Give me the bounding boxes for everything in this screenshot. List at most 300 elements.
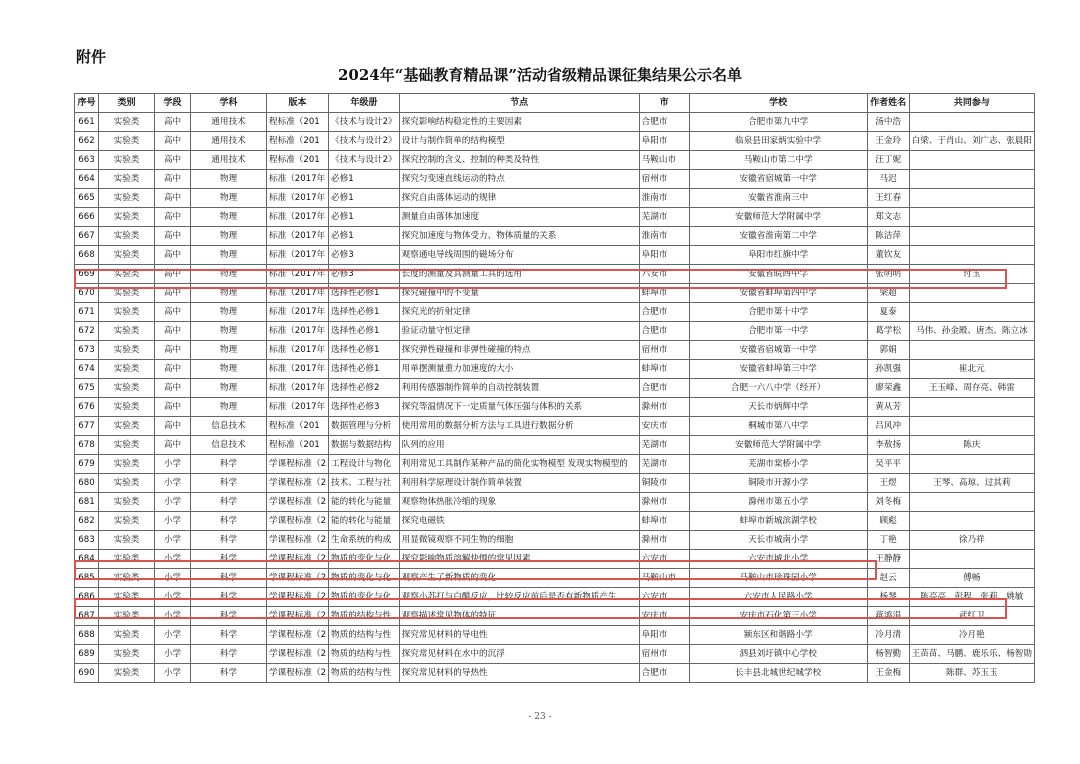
cell-topic: 探究电磁铁 [399,512,639,531]
cell-grade: 工程设计与物化 [329,455,400,474]
document-title: 2024年“基础教育精品课”活动省级精品课征集结果公示名单 [337,66,742,84]
cell-category: 实验类 [99,132,155,151]
cell-school: 滁州市第五小学 [689,493,867,512]
cell-topic: 观察产生了新物质的变化 [399,569,639,588]
cell-city: 铜陵市 [639,474,689,493]
table-row [75,417,1035,436]
cell-school: 天长市城南小学 [689,531,867,550]
cell-contributors: 白梁、于肖山、刘广志、张晨阳 [909,132,1034,151]
cell-city: 蚌埠市 [639,360,689,379]
cell-seq: 685 [75,569,99,588]
table-row [75,227,1035,246]
cell-stage: 小学 [155,550,191,569]
cell-category: 实验类 [99,170,155,189]
cell-subject: 物理 [191,246,267,265]
cell-category: 实验类 [99,151,155,170]
cell-grade: 物质的变化与化 [329,569,400,588]
cell-topic: 探究常见材料在水中的沉浮 [399,645,639,664]
cell-category: 实验类 [99,360,155,379]
cell-city: 滁州市 [639,398,689,417]
cell-subject: 科学 [191,569,267,588]
cell-grade: 必修3 [329,265,400,284]
cell-version: 学课程标准（2 [267,626,329,645]
cell-stage: 小学 [155,569,191,588]
cell-category: 实验类 [99,512,155,531]
table-row [75,607,1035,626]
header-school: 学校 [689,94,867,113]
cell-stage: 高中 [155,151,191,170]
cell-subject: 科学 [191,474,267,493]
cell-version: 标准（2017年 [267,246,329,265]
cell-contributors: 崔北元 [909,360,1034,379]
cell-version: 标准（2017年 [267,284,329,303]
cell-contributors: 武红卫 [909,607,1034,626]
cell-grade: 必修1 [329,227,400,246]
cell-author: 董钦友 [867,246,909,265]
cell-subject: 科学 [191,512,267,531]
cell-grade: 物质的变化与化 [329,550,400,569]
table-row [75,550,1035,569]
cell-author: 汤中浩 [867,113,909,132]
table-row [75,569,1035,588]
cell-school: 颍东区和谐路小学 [689,626,867,645]
cell-category: 实验类 [99,341,155,360]
cell-subject: 物理 [191,189,267,208]
cell-seq: 674 [75,360,99,379]
table-row [75,531,1035,550]
cell-subject: 物理 [191,265,267,284]
cell-grade: 选择性必修2 [329,379,400,398]
cell-city: 马鞍山市 [639,151,689,170]
header-stage: 学段 [155,94,191,113]
cell-stage: 小学 [155,626,191,645]
cell-stage: 高中 [155,113,191,132]
cell-topic: 队列的应用 [399,436,639,455]
cell-contributors [909,455,1034,474]
cell-grade: 必修1 [329,189,400,208]
cell-stage: 高中 [155,227,191,246]
cell-contributors [909,493,1034,512]
cell-category: 实验类 [99,550,155,569]
cell-grade: 《技术与设计2》 [329,151,400,170]
cell-stage: 高中 [155,189,191,208]
cell-city: 合肥市 [639,664,689,683]
cell-contributors: 徐乃祥 [909,531,1034,550]
cell-city: 六安市 [639,588,689,607]
cell-contributors [909,151,1034,170]
header-seq: 序号 [75,94,99,113]
table-row [75,170,1035,189]
cell-school: 马鞍山市珍珠园小学 [689,569,867,588]
cell-school: 六安市城北小学 [689,550,867,569]
cell-topic: 探究常见材料的导热性 [399,664,639,683]
cell-category: 实验类 [99,664,155,683]
cell-subject: 信息技术 [191,436,267,455]
cell-version: 学课程标准（2 [267,664,329,683]
cell-author: 王金梅 [867,664,909,683]
cell-city: 蚌埠市 [639,512,689,531]
table-row [75,113,1035,132]
cell-seq: 673 [75,341,99,360]
cell-stage: 高中 [155,398,191,417]
cell-topic: 利用科学原理设计制作简单装置 [399,474,639,493]
cell-seq: 668 [75,246,99,265]
cell-stage: 高中 [155,303,191,322]
cell-grade: 物质的结构与性 [329,607,400,626]
cell-stage: 高中 [155,341,191,360]
cell-topic: 观察描述常见物体的特征 [399,607,639,626]
cell-grade: 物质的变化与化 [329,588,400,607]
table-row [75,208,1035,227]
cell-city: 合肥市 [639,113,689,132]
cell-author: 廖荣鑫 [867,379,909,398]
cell-subject: 物理 [191,360,267,379]
cell-version: 标准（2017年 [267,208,329,227]
cell-city: 安庆市 [639,607,689,626]
table-row [75,341,1035,360]
cell-topic: 测量自由落体加速度 [399,208,639,227]
cell-school: 安徽省宿城第一中学 [689,170,867,189]
page-number: - 23 - [528,712,552,722]
cell-version: 标准（2017年 [267,227,329,246]
header-author: 作者姓名 [867,94,909,113]
cell-version: 标准（2017年 [267,379,329,398]
cell-author: 吴平平 [867,455,909,474]
cell-stage: 小学 [155,455,191,474]
cell-seq: 677 [75,417,99,436]
table-row [75,398,1035,417]
cell-school: 合肥市第九中学 [689,113,867,132]
cell-topic: 探究常见材料的导电性 [399,626,639,645]
cell-grade: 必修3 [329,246,400,265]
cell-grade: 选择性必修1 [329,303,400,322]
cell-stage: 高中 [155,417,191,436]
cell-school: 蚌埠市新城滨湖学校 [689,512,867,531]
cell-subject: 物理 [191,379,267,398]
cell-contributors [909,398,1034,417]
cell-topic: 探究等温情况下一定质量气体压强与体积的关系 [399,398,639,417]
cell-school: 天长市炳辉中学 [689,398,867,417]
cell-city: 阜阳市 [639,626,689,645]
cell-city: 芜湖市 [639,455,689,474]
cell-seq: 665 [75,189,99,208]
cell-contributors [909,512,1034,531]
cell-seq: 669 [75,265,99,284]
cell-author: 夏泰 [867,303,909,322]
cell-seq: 684 [75,550,99,569]
cell-grade: 选择性必修1 [329,322,400,341]
cell-city: 宿州市 [639,170,689,189]
cell-category: 实验类 [99,227,155,246]
cell-topic: 使用常用的数据分析方法与工具进行数据分析 [399,417,639,436]
cell-school: 泗县刘圩镇中心学校 [689,645,867,664]
cell-school: 安徽省宿城第一中学 [689,341,867,360]
cell-city: 阜阳市 [639,132,689,151]
cell-school: 合肥市第一中学 [689,322,867,341]
cell-topic: 用显微镜观察不同生物的细胞 [399,531,639,550]
cell-contributors: 马伟、孙金殿、唐杰、陈立冰 [909,322,1034,341]
table-row [75,645,1035,664]
cell-grade: 物质的结构与性 [329,664,400,683]
cell-grade: 必修1 [329,170,400,189]
cell-contributors [909,113,1034,132]
cell-category: 实验类 [99,417,155,436]
cell-author: 孙凯强 [867,360,909,379]
table-row [75,284,1035,303]
cell-contributors: 王苗苗、马鹏、鹿乐乐、杨智勋 [909,645,1034,664]
cell-grade: 数据与数据结构 [329,436,400,455]
cell-version: 标准（2017年 [267,322,329,341]
cell-version: 程标准（201 [267,113,329,132]
cell-author: 杨智勤 [867,645,909,664]
cell-seq: 682 [75,512,99,531]
cell-school: 安徽省淮南第二中学 [689,227,867,246]
cell-seq: 672 [75,322,99,341]
cell-topic: 验证动量守恒定律 [399,322,639,341]
cell-contributors [909,550,1034,569]
cell-city: 芜湖市 [639,436,689,455]
cell-seq: 670 [75,284,99,303]
attachment-label: 附件 [76,48,107,66]
cell-seq: 678 [75,436,99,455]
cell-subject: 信息技术 [191,417,267,436]
cell-category: 实验类 [99,531,155,550]
table-row [75,626,1035,645]
cell-category: 实验类 [99,113,155,132]
cell-grade: 《技术与设计2》 [329,132,400,151]
cell-category: 实验类 [99,626,155,645]
cell-stage: 小学 [155,474,191,493]
table-row [75,303,1035,322]
cell-city: 阜阳市 [639,246,689,265]
cell-stage: 小学 [155,588,191,607]
cell-school: 安徽师范大学附属中学 [689,208,867,227]
cell-topic: 探究影响物质溶解快慢的常见因素 [399,550,639,569]
table-header-row [75,94,1035,113]
cell-school: 安徽省蚌埠第三中学 [689,360,867,379]
cell-subject: 物理 [191,398,267,417]
cell-category: 实验类 [99,284,155,303]
cell-school: 安庆市石化第三小学 [689,607,867,626]
cell-subject: 科学 [191,607,267,626]
cell-author: 王红春 [867,189,909,208]
cell-city: 六安市 [639,550,689,569]
cell-topic: 用单摆测量重力加速度的大小 [399,360,639,379]
cell-version: 标准（2017年 [267,265,329,284]
cell-seq: 689 [75,645,99,664]
cell-grade: 能的转化与能量 [329,493,400,512]
cell-contributors: 陈庆 [909,436,1034,455]
cell-author: 黄从芳 [867,398,909,417]
cell-subject: 通用技术 [191,113,267,132]
cell-version: 学课程标准（2 [267,493,329,512]
table-row [75,588,1035,607]
header-grade: 年级册 [329,94,400,113]
cell-school: 安徽省皖西中学 [689,265,867,284]
cell-category: 实验类 [99,265,155,284]
header-contributors: 共同参与 [909,94,1034,113]
cell-author: 张明明 [867,265,909,284]
cell-school: 安徽师范大学附属中学 [689,436,867,455]
cell-author: 葛学松 [867,322,909,341]
cell-school: 合肥市第十中学 [689,303,867,322]
cell-version: 学课程标准（2 [267,455,329,474]
cell-stage: 高中 [155,132,191,151]
cell-author: 王静静 [867,550,909,569]
cell-author: 刘冬梅 [867,493,909,512]
cell-topic: 探究碰撞中的不变量 [399,284,639,303]
cell-author: 马迟 [867,170,909,189]
cell-category: 实验类 [99,645,155,664]
cell-grade: 选择性必修1 [329,284,400,303]
cell-topic: 探究自由落体运动的规律 [399,189,639,208]
cell-city: 蚌埠市 [639,284,689,303]
cell-topic: 探究光的折射定律 [399,303,639,322]
header-category: 类别 [99,94,155,113]
cell-category: 实验类 [99,398,155,417]
cell-grade: 必修1 [329,208,400,227]
cell-subject: 物理 [191,170,267,189]
cell-seq: 686 [75,588,99,607]
cell-contributors: 傅畅 [909,569,1034,588]
table-row [75,379,1035,398]
cell-school: 马鞍山市第二中学 [689,151,867,170]
cell-seq: 663 [75,151,99,170]
table-row [75,493,1035,512]
cell-seq: 680 [75,474,99,493]
cell-category: 实验类 [99,322,155,341]
table-row [75,436,1035,455]
cell-topic: 探究控制的含义、控制的种类及特性 [399,151,639,170]
table-row [75,189,1035,208]
cell-contributors [909,341,1034,360]
cell-version: 标准（2017年 [267,170,329,189]
cell-topic: 利用常见工具制作某种产品的简化实物模型 发现实物模型的 [399,455,639,474]
cell-seq: 661 [75,113,99,132]
cell-seq: 671 [75,303,99,322]
header-topic: 节点 [399,94,639,113]
cell-subject: 科学 [191,550,267,569]
cell-seq: 666 [75,208,99,227]
cell-seq: 676 [75,398,99,417]
cell-version: 标准（2017年 [267,189,329,208]
cell-contributors [909,208,1034,227]
cell-version: 程标准（201 [267,417,329,436]
cell-stage: 小学 [155,645,191,664]
cell-topic: 探究弹性碰撞和非弹性碰撞的特点 [399,341,639,360]
cell-author: 王金玲 [867,132,909,151]
cell-stage: 高中 [155,360,191,379]
cell-version: 标准（2017年 [267,341,329,360]
table-row [75,474,1035,493]
cell-version: 学课程标准（2 [267,607,329,626]
cell-stage: 小学 [155,493,191,512]
cell-topic: 观察小苏打与白醋反应，比较反应前后是否有新物质产生 [399,588,639,607]
cell-city: 合肥市 [639,322,689,341]
cell-stage: 小学 [155,664,191,683]
cell-seq: 690 [75,664,99,683]
cell-topic: 探究加速度与物体受力、物体质量的关系 [399,227,639,246]
cell-topic: 观察物体热胀冷缩的现象 [399,493,639,512]
cell-stage: 高中 [155,208,191,227]
cell-subject: 物理 [191,208,267,227]
cell-contributors [909,284,1034,303]
cell-subject: 物理 [191,227,267,246]
cell-contributors [909,246,1034,265]
cell-category: 实验类 [99,379,155,398]
cell-subject: 科学 [191,645,267,664]
cell-version: 学课程标准（2 [267,531,329,550]
cell-category: 实验类 [99,607,155,626]
header-city: 市 [639,94,689,113]
cell-version: 学课程标准（2 [267,512,329,531]
cell-stage: 高中 [155,246,191,265]
header-subject: 学科 [191,94,267,113]
cell-author: 梁超 [867,284,909,303]
cell-seq: 688 [75,626,99,645]
cell-stage: 高中 [155,170,191,189]
cell-subject: 物理 [191,322,267,341]
cell-grade: 选择性必修1 [329,360,400,379]
cell-subject: 通用技术 [191,132,267,151]
cell-school: 安徽省淮南三中 [689,189,867,208]
cell-topic: 长度的测量及其测量工具的选用 [399,265,639,284]
results-table [74,93,1035,683]
cell-city: 滁州市 [639,531,689,550]
cell-city: 淮南市 [639,189,689,208]
cell-subject: 科学 [191,664,267,683]
cell-author: 郑文志 [867,208,909,227]
cell-author: 丁艳 [867,531,909,550]
cell-grade: 数据管理与分析 [329,417,400,436]
cell-version: 学课程标准（2 [267,645,329,664]
cell-subject: 科学 [191,588,267,607]
cell-version: 程标准（201 [267,132,329,151]
cell-contributors: 陈亮亮、彭程、张莉、姚敏 [909,588,1034,607]
cell-city: 合肥市 [639,303,689,322]
cell-version: 学课程标准（2 [267,474,329,493]
cell-city: 宿州市 [639,645,689,664]
cell-stage: 高中 [155,379,191,398]
cell-seq: 662 [75,132,99,151]
cell-school: 临泉县田家炳实验中学 [689,132,867,151]
table-row [75,132,1035,151]
cell-school: 长丰县北城世纪城学校 [689,664,867,683]
cell-author: 吕风冲 [867,417,909,436]
cell-author: 李敖扬 [867,436,909,455]
cell-subject: 通用技术 [191,151,267,170]
cell-category: 实验类 [99,436,155,455]
cell-seq: 683 [75,531,99,550]
cell-seq: 679 [75,455,99,474]
cell-grade: 物质的结构与性 [329,645,400,664]
table-row [75,151,1035,170]
cell-grade: 选择性必修1 [329,341,400,360]
cell-city: 马鞍山市 [639,569,689,588]
cell-seq: 687 [75,607,99,626]
cell-stage: 小学 [155,607,191,626]
cell-version: 程标准（201 [267,436,329,455]
cell-subject: 科学 [191,493,267,512]
cell-city: 六安市 [639,265,689,284]
cell-category: 实验类 [99,474,155,493]
cell-school: 六安市人民路小学 [689,588,867,607]
cell-subject: 物理 [191,284,267,303]
cell-contributors [909,417,1034,436]
cell-school: 阜阳市红旗中学 [689,246,867,265]
cell-category: 实验类 [99,303,155,322]
cell-seq: 681 [75,493,99,512]
